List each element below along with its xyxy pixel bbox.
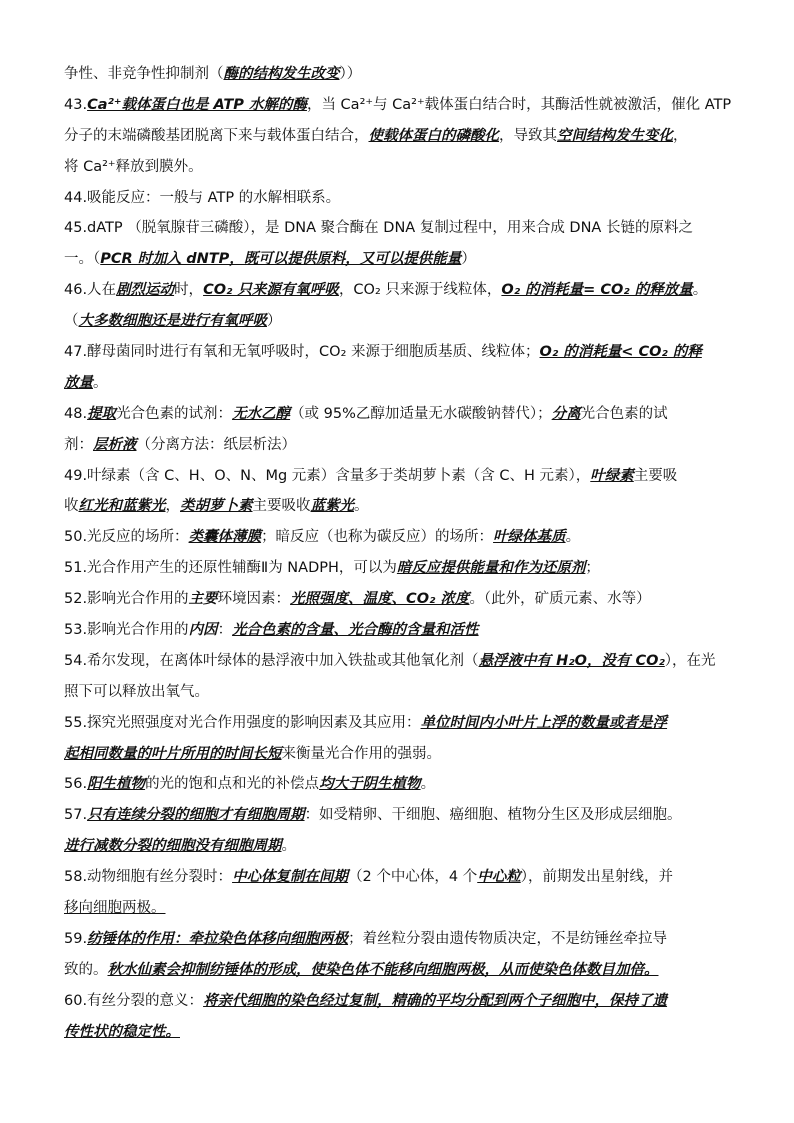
emphasized-text: 叶绿体基质: [493, 529, 566, 546]
text-span: 光合色素的试: [580, 405, 668, 422]
text-span: （或 95%乙醇加适量无水碳酸钠替代）；: [290, 405, 552, 422]
text-line: [64, 342, 734, 362]
emphasized-text: 均大于阴生植物: [319, 776, 421, 793]
emphasized-text: 传性状的稳定性。: [64, 1023, 180, 1040]
emphasized-text: 中心粒: [477, 869, 521, 886]
text-span: ））: [339, 66, 362, 82]
emphasized-text: 进行减数分裂的细胞没有细胞周期: [64, 838, 282, 855]
emphasized-text: Ca²⁺载体蛋白也是 ATP 水解的酶: [87, 96, 307, 113]
text-span: 照下可以释放出氧气。: [64, 683, 209, 700]
text-span: ，: [165, 498, 180, 515]
text-span: 45.dATP （脱氧腺苷三磷酸），是 DNA 聚合酶在 DNA 复制过程中，用来合成 DNA 长链的原料之: [64, 220, 693, 237]
text-span: 一。（: [64, 251, 101, 268]
text-span: ），前期发出星射线，并: [520, 869, 673, 886]
emphasized-text: 剧烈运动: [116, 282, 175, 299]
text-line: [64, 713, 734, 733]
text-line: [64, 774, 734, 794]
text-span: ）: [461, 251, 476, 268]
text-span: 50.光反应的场所：: [64, 529, 189, 546]
emphasized-text: 悬浮液中有 H₂O，没有 CO₂: [478, 652, 665, 669]
emphasized-text: 起相同数量的叶片所用的时间长短: [64, 745, 282, 762]
text-line: [64, 527, 734, 547]
emphasized-text: 光合色素的含量、光合酶的含量和活性: [232, 622, 479, 639]
text-span: 51.光合作用产生的还原性辅酶Ⅱ为 NADPH，可以为: [64, 560, 397, 577]
text-line: [64, 373, 734, 393]
text-line: [64, 249, 734, 269]
text-span: 52.影响光合作用的: [64, 591, 189, 608]
text-span: 44.吸能反应：一般与 ATP 的水解相联系。: [64, 189, 341, 206]
text-span: ：如受精卵、干细胞、癌细胞、植物分生区及形成层细胞。: [304, 807, 682, 824]
emphasized-text: 无水乙醇: [232, 405, 291, 422]
text-span: ；: [585, 560, 600, 577]
text-span: 。: [93, 374, 108, 391]
text-line: [64, 898, 734, 918]
text-span: 时，: [174, 282, 204, 299]
emphasized-text: 红光和蓝紫光: [78, 498, 166, 515]
text-span: 57.: [64, 807, 88, 824]
text-span: ；着丝粒分裂由遗传物质决定，不是纺锤丝牵拉导: [348, 930, 668, 947]
emphasized-text: 叶绿素: [590, 467, 634, 484]
emphasized-text: 放量: [64, 374, 93, 391]
text-span: 收: [64, 498, 79, 515]
text-span: 54.希尔发现，在离体叶绿体的悬浮液中加入铁盐或其他氧化剂（: [64, 652, 479, 669]
text-span: ）: [267, 313, 282, 330]
text-span: ，: [673, 127, 688, 144]
text-span: 59.: [64, 930, 88, 947]
text-span: 将 Ca²⁺释放到膜外。: [64, 158, 203, 175]
text-span: 分子的末端磷酸基团脱离下来与载体蛋白结合，: [64, 127, 369, 144]
emphasized-text: 纺锤体的作用：牵拉染色体移向细胞两极: [87, 930, 349, 947]
text-span: 致的。: [64, 961, 108, 978]
emphasized-text: 类胡萝卜素: [180, 498, 253, 515]
text-line: [64, 64, 734, 84]
text-span: ，导致其: [499, 127, 557, 144]
text-span: 剂：: [64, 436, 93, 453]
text-line: [64, 95, 734, 115]
text-span: 60.有丝分裂的意义：: [64, 992, 204, 1009]
emphasized-text: 主要: [188, 591, 218, 608]
text-line: [64, 157, 734, 177]
emphasized-text: 阳生植物: [87, 776, 146, 793]
text-span: 58.动物细胞有丝分裂时：: [64, 869, 233, 886]
text-span: 。: [565, 529, 581, 546]
text-span: 46.人在: [64, 282, 117, 299]
text-line: [64, 1022, 734, 1042]
text-span: 49.叶绿素（含 C、H、O、N、Mg 元素）含量多于类胡萝卜素（含 C、H 元素），: [64, 467, 591, 484]
text-line: [64, 929, 734, 949]
emphasized-text: 中心体复制在间期: [232, 869, 349, 886]
emphasized-text: 大多数细胞还是进行有氧呼吸: [78, 313, 267, 330]
text-line: [64, 280, 734, 300]
text-line: [64, 867, 734, 887]
text-span: 。: [281, 838, 296, 855]
document-body: [64, 64, 734, 1053]
text-span: ：: [217, 622, 233, 639]
text-line: [64, 188, 734, 208]
text-span: 。: [692, 282, 708, 299]
emphasized-text: O₂ 的消耗量= CO₂ 的释放量: [501, 282, 693, 299]
text-span: 56.: [64, 776, 88, 793]
emphasized-text: CO₂ 只来源有氧呼吸: [203, 282, 339, 299]
text-span: （分离方法：纸层析法）: [136, 436, 296, 453]
text-span: 47.酵母菌同时进行有氧和无氧呼吸时，CO₂ 来源于细胞质基质、线粒体；: [64, 344, 540, 361]
emphasized-text: 只有连续分裂的细胞才有细胞周期: [87, 807, 305, 824]
emphasized-text: 光照强度、温度、CO₂ 浓度: [290, 591, 470, 608]
text-line: [64, 682, 734, 702]
text-line: [64, 744, 734, 764]
emphasized-text: 暗反应提供能量和作为还原剂: [396, 560, 586, 577]
text-span: 环境因素：: [217, 591, 291, 608]
text-span: 55.探究光照强度对光合作用强度的影响因素及其应用：: [64, 714, 421, 731]
emphasized-text: 单位时间内小叶片上浮的数量或者是浮: [420, 714, 668, 731]
text-span: 主要吸: [633, 467, 678, 484]
text-span: 48.: [64, 405, 88, 422]
text-line: [64, 558, 734, 578]
text-span: 53.影响光合作用的: [64, 622, 189, 639]
text-line: [64, 435, 734, 455]
text-line: [64, 496, 734, 516]
text-span: 。（此外，矿质元素、水等）: [469, 591, 651, 608]
text-span: 争性、非竞争性抑制剂（: [64, 66, 224, 82]
emphasized-text: 移向细胞两极。: [64, 900, 166, 917]
text-line: [64, 620, 734, 640]
text-line: [64, 836, 734, 856]
text-line: [64, 311, 734, 331]
emphasized-text: 层析液: [93, 436, 137, 453]
text-line: [64, 960, 734, 980]
text-span: ，当 Ca²⁺与 Ca²⁺载体蛋白结合时，其酶活性就被激活，催化 ATP: [306, 96, 732, 113]
emphasized-text: 蓝紫光: [310, 498, 354, 515]
emphasized-text: 空间结构发生变化: [557, 127, 673, 144]
text-span: 。: [354, 498, 369, 515]
text-span: （: [64, 313, 79, 330]
text-span: 光合色素的试剂：: [116, 405, 233, 422]
text-span: 主要吸收: [252, 498, 311, 515]
text-line: [64, 218, 734, 238]
text-line: [64, 805, 734, 825]
text-line: [64, 991, 734, 1011]
text-line: [64, 404, 734, 424]
emphasized-text: 分离: [551, 405, 581, 422]
text-line: [64, 651, 734, 671]
emphasized-text: 秋水仙素会抑制纺锤体的形成，使染色体不能移向细胞两极，从而使染色体数目加倍。: [107, 961, 659, 978]
emphasized-text: 酶的结构发生改变: [223, 66, 340, 82]
emphasized-text: 使载体蛋白的磷酸化: [368, 127, 499, 144]
text-span: ；暗反应（也称为碳反应）的场所：: [261, 529, 494, 546]
text-span: 。: [420, 776, 436, 793]
text-line: [64, 466, 734, 486]
emphasized-text: 将亲代细胞的染色经过复制，精确的平均分配到两个子细胞中，保持了遗: [203, 992, 668, 1009]
text-line: [64, 126, 734, 146]
text-span: 的光的饱和点和光的补偿点: [145, 776, 320, 793]
text-span: 43.: [64, 96, 88, 113]
text-span: ），在光: [664, 652, 716, 669]
emphasized-text: 提取: [87, 405, 117, 422]
text-span: ，CO₂ 只来源于线粒体，: [338, 282, 502, 299]
text-span: （2 个中心体，4 个: [348, 869, 478, 886]
text-line: [64, 589, 734, 609]
emphasized-text: 内因: [188, 622, 218, 639]
emphasized-text: PCR 时加入 dNTP，既可以提供原料，又可以提供能量: [100, 251, 462, 268]
emphasized-text: O₂ 的消耗量< CO₂ 的释: [539, 344, 702, 361]
emphasized-text: 类囊体薄膜: [188, 529, 262, 546]
text-span: 来衡量光合作用的强弱。: [281, 745, 441, 762]
